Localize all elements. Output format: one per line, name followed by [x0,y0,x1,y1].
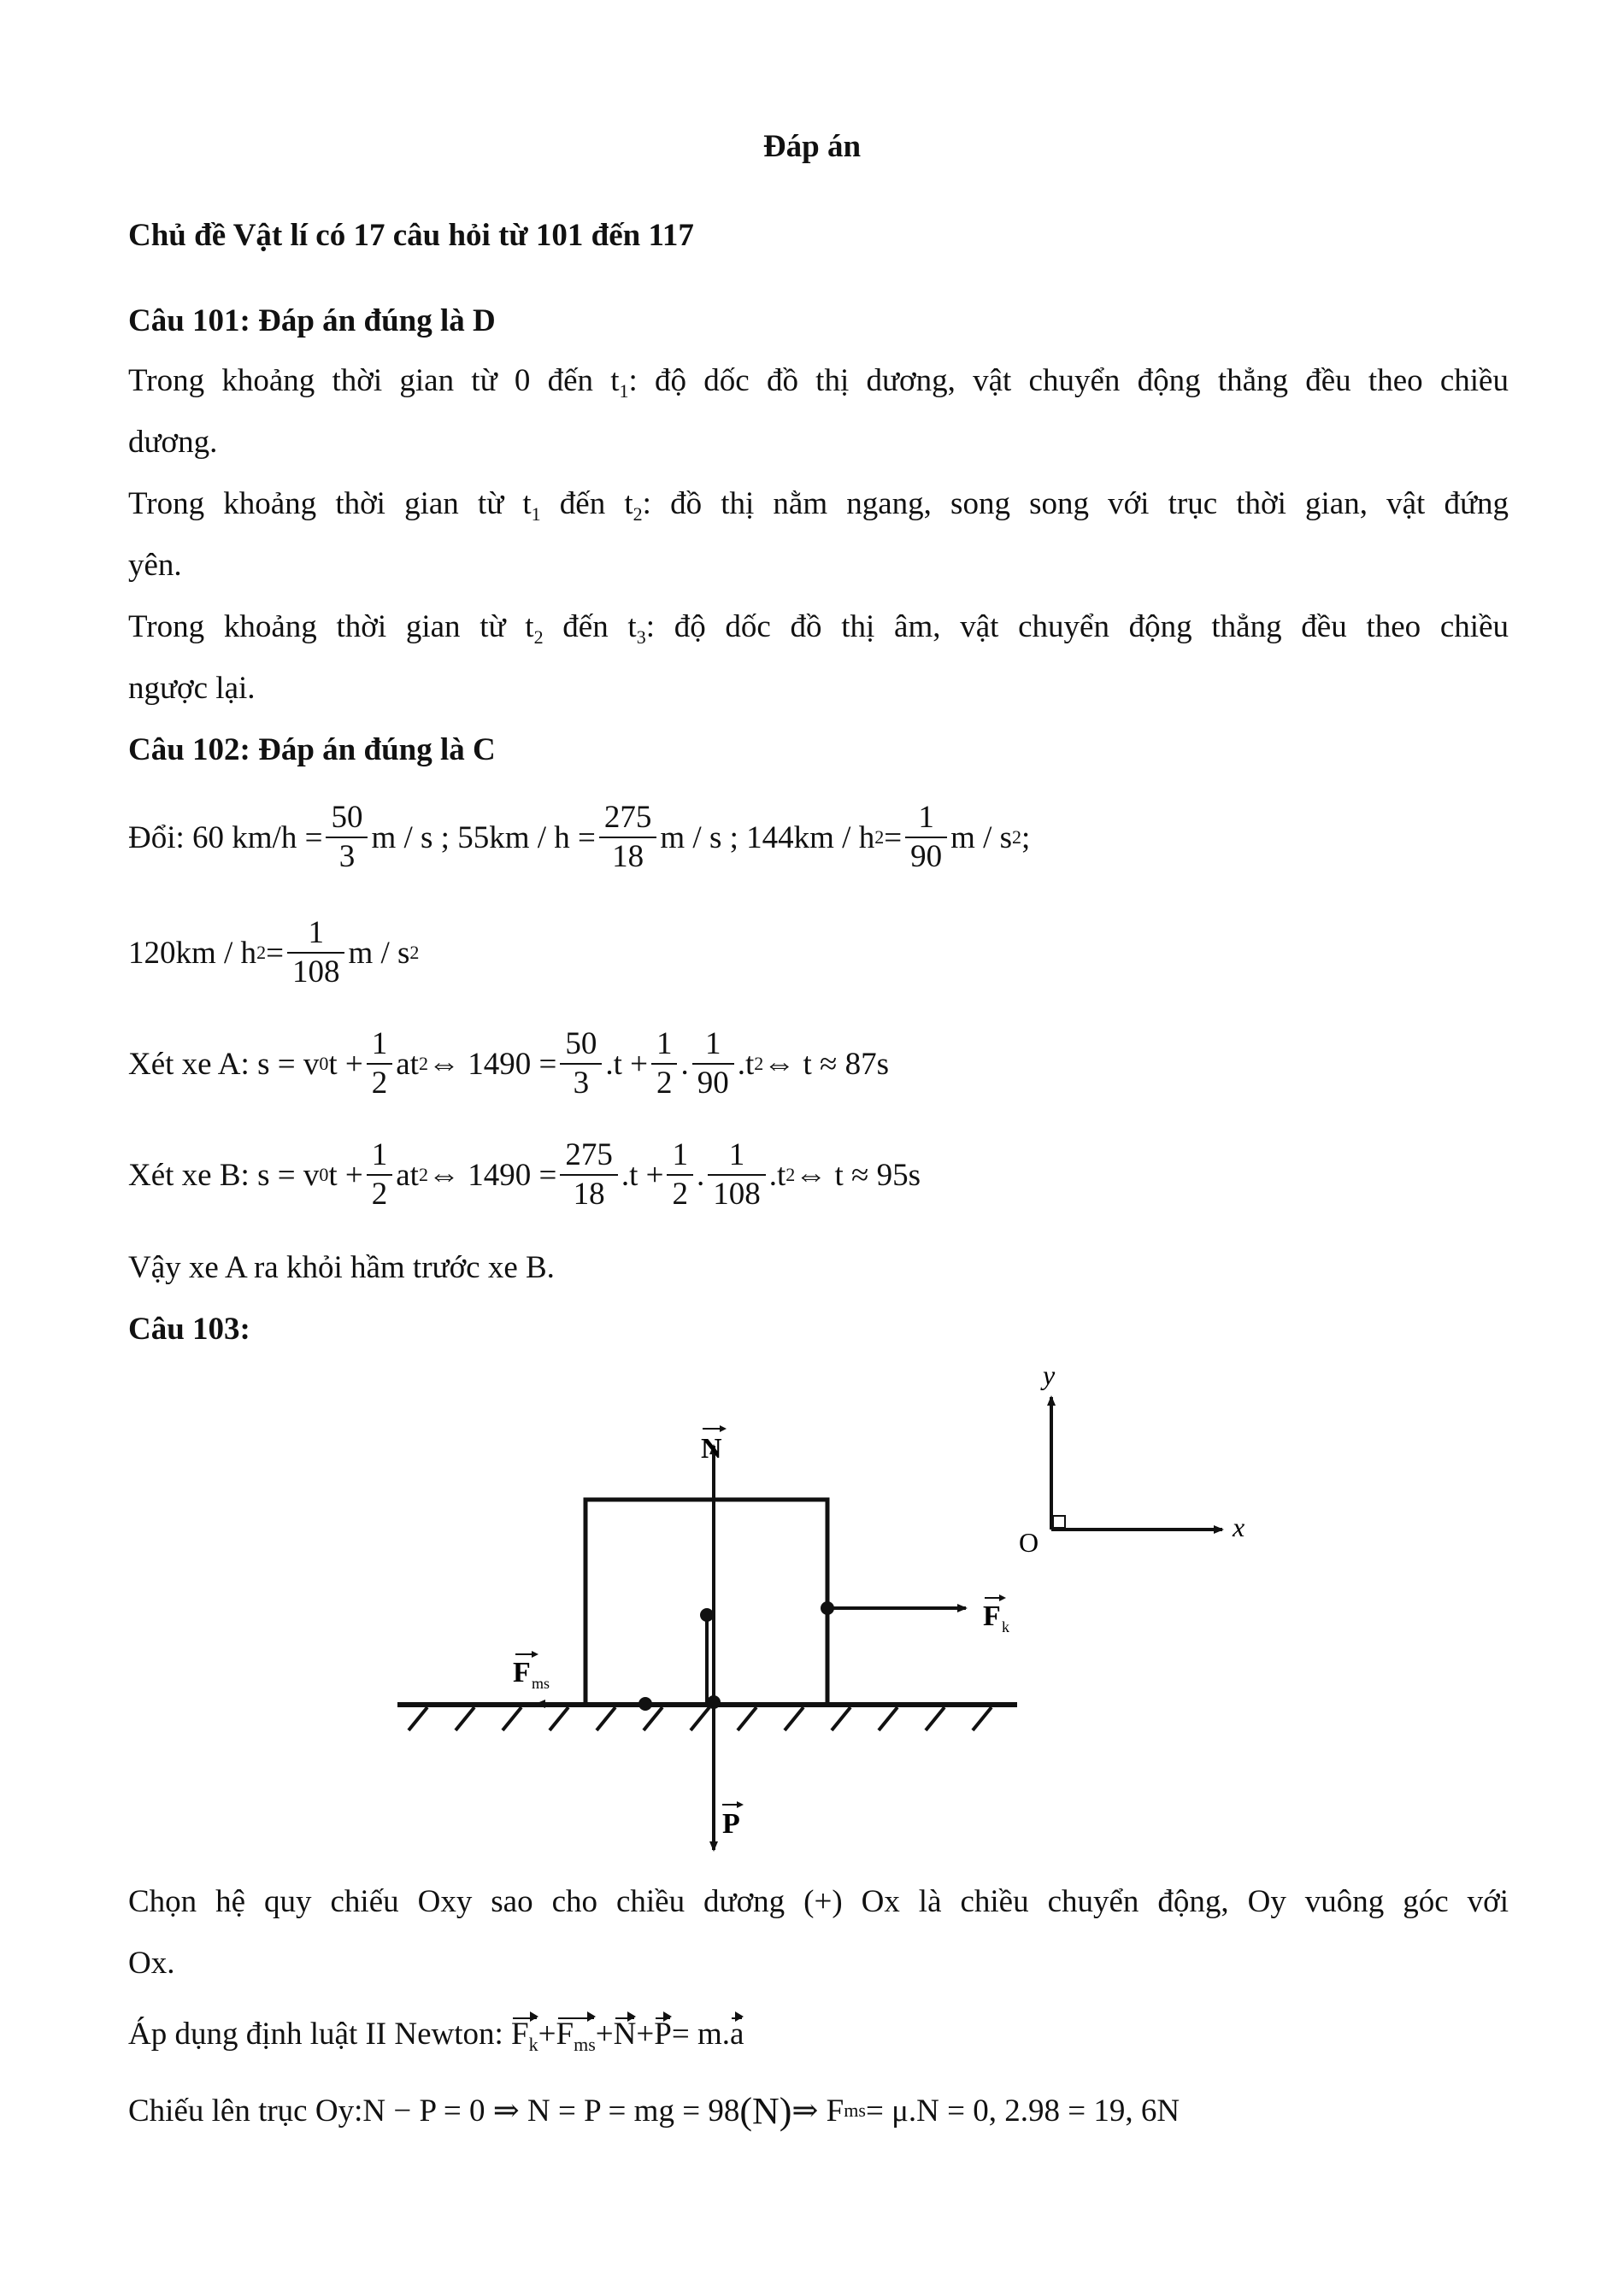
label-Fms [513,1651,550,1692]
q102-conversion-line: Đổi: 60 km/h = $\frac{50}{3}$ m / s ; 55km / h = $\frac{275}{18}$ m / s ; 144km / h 2 = $\frac{1}{90}$ m / s 2 ; [128,800,1031,874]
q102-car-a: Xét xe A: s = v 0 t + $\frac{1}{2}$ at 2 ⇔ 1490 = $\frac{50}{3}$ .t + $\frac{1}{2}$ . $\frac{1}{90}$ .t 2 ⇔ t ≈ 87s [128,1026,889,1101]
fraction: $\frac{1}{2}$ [367,1025,393,1102]
topic-heading: Chủ đề Vật lí có 17 câu hỏi từ 101 đến 117 [128,218,694,253]
coordinate-axes [1019,1359,1244,1558]
q101-line2: Trong khoảng thời gian từ $t_1$ đến $t_2$: đồ thị nằm ngang, song song với trục thời gian, vật đứng [128,486,1509,525]
vector-Fms: $F_{ms}$ [556,2016,596,2055]
svg-text:O: O [1019,1527,1039,1558]
q101-line1: Trong khoảng thời gian từ 0 đến $t_1$: độ dốc đồ thị dương, vật chuyển động thẳng đều theo chiều [128,363,1509,402]
label-N [701,1425,727,1465]
q103-newton: Áp dụng định luật II Newton: $F_k$ + $F_{ms}$ + N + P = m. a [128,2016,744,2055]
vector-N: N [613,2016,637,2052]
vector-P: P [654,2016,672,2052]
page-title: Đáp án [762,129,862,164]
force-diagram [0,1350,1624,1863]
q101-line3: Trong khoảng thời gian từ $t_2$ đến $t_3$: độ dốc đồ thị âm, vật chuyển động thẳng đều theo chiều [128,609,1509,648]
svg-text:ms: ms [532,1675,550,1692]
fraction: $\frac{1}{2}$ [651,1025,678,1102]
center-dot [700,1608,714,1622]
svg-text:N: N [701,1433,722,1465]
vector-a: a [729,2016,744,2052]
q101-line1-cont: dương. [128,425,218,460]
q103-para1-cont: Ox. [128,1946,175,1981]
vector-Fk: $F_k$ [511,2016,538,2055]
fraction: $\frac{50}{3}$ [326,799,368,876]
fraction: $\frac{50}{3}$ [560,1025,602,1102]
svg-text:k: k [1002,1618,1009,1635]
q102-heading: Câu 102: Đáp án đúng là C [128,732,496,767]
svg-text:F: F [983,1600,1001,1632]
fraction: $\frac{1}{108}$ [287,914,345,991]
q102-conclusion: Vậy xe A ra khỏi hầm trước xe B. [128,1250,555,1285]
svg-text:P: P [722,1808,740,1840]
svg-text:y: y [1043,1359,1056,1390]
fraction: $\frac{1}{2}$ [367,1136,393,1213]
q103-projection: Chiếu lên trục Oy: N − P = 0 ⇒ N = P = mg = 98 (N) ⇒ F ms = μ.N = 0, 2.98 = 19, 6N [128,2089,1180,2132]
fraction: $\frac{1}{108}$ [708,1136,766,1213]
fraction: $\frac{1}{90}$ [905,799,947,876]
fraction: $\frac{1}{2}$ [667,1136,693,1213]
q102-conversion-line2: 120km / h 2 = $\frac{1}{108}$ m / s 2 [128,915,420,989]
fraction: $\frac{275}{18}$ [560,1136,618,1213]
ground [397,1705,1017,1730]
q101-line2-cont: yên. [128,548,182,583]
svg-text:F: F [513,1657,531,1688]
svg-text:x: x [1233,1512,1245,1542]
q103-para1: Chọn hệ quy chiếu Oxy sao cho chiều dương (+) Ox là chiều chuyển động, Oy vuông góc với [128,1884,1509,1919]
label-P [722,1801,744,1840]
fraction: $\frac{275}{18}$ [599,799,657,876]
q103-heading: Câu 103: [128,1312,250,1347]
label-Fk [983,1594,1009,1635]
q102-car-b: Xét xe B: s = v 0 t + $\frac{1}{2}$ at 2 ⇔ 1490 = $\frac{275}{18}$ .t + $\frac{1}{2}$ . $\frac{1}{108}$ .t 2 ⇔ t ≈ 95s [128,1137,921,1212]
fraction: $\frac{1}{90}$ [692,1025,734,1102]
q101-line3-cont: ngược lại. [128,671,256,706]
q101-heading: Câu 101: Đáp án đúng là D [128,303,496,338]
